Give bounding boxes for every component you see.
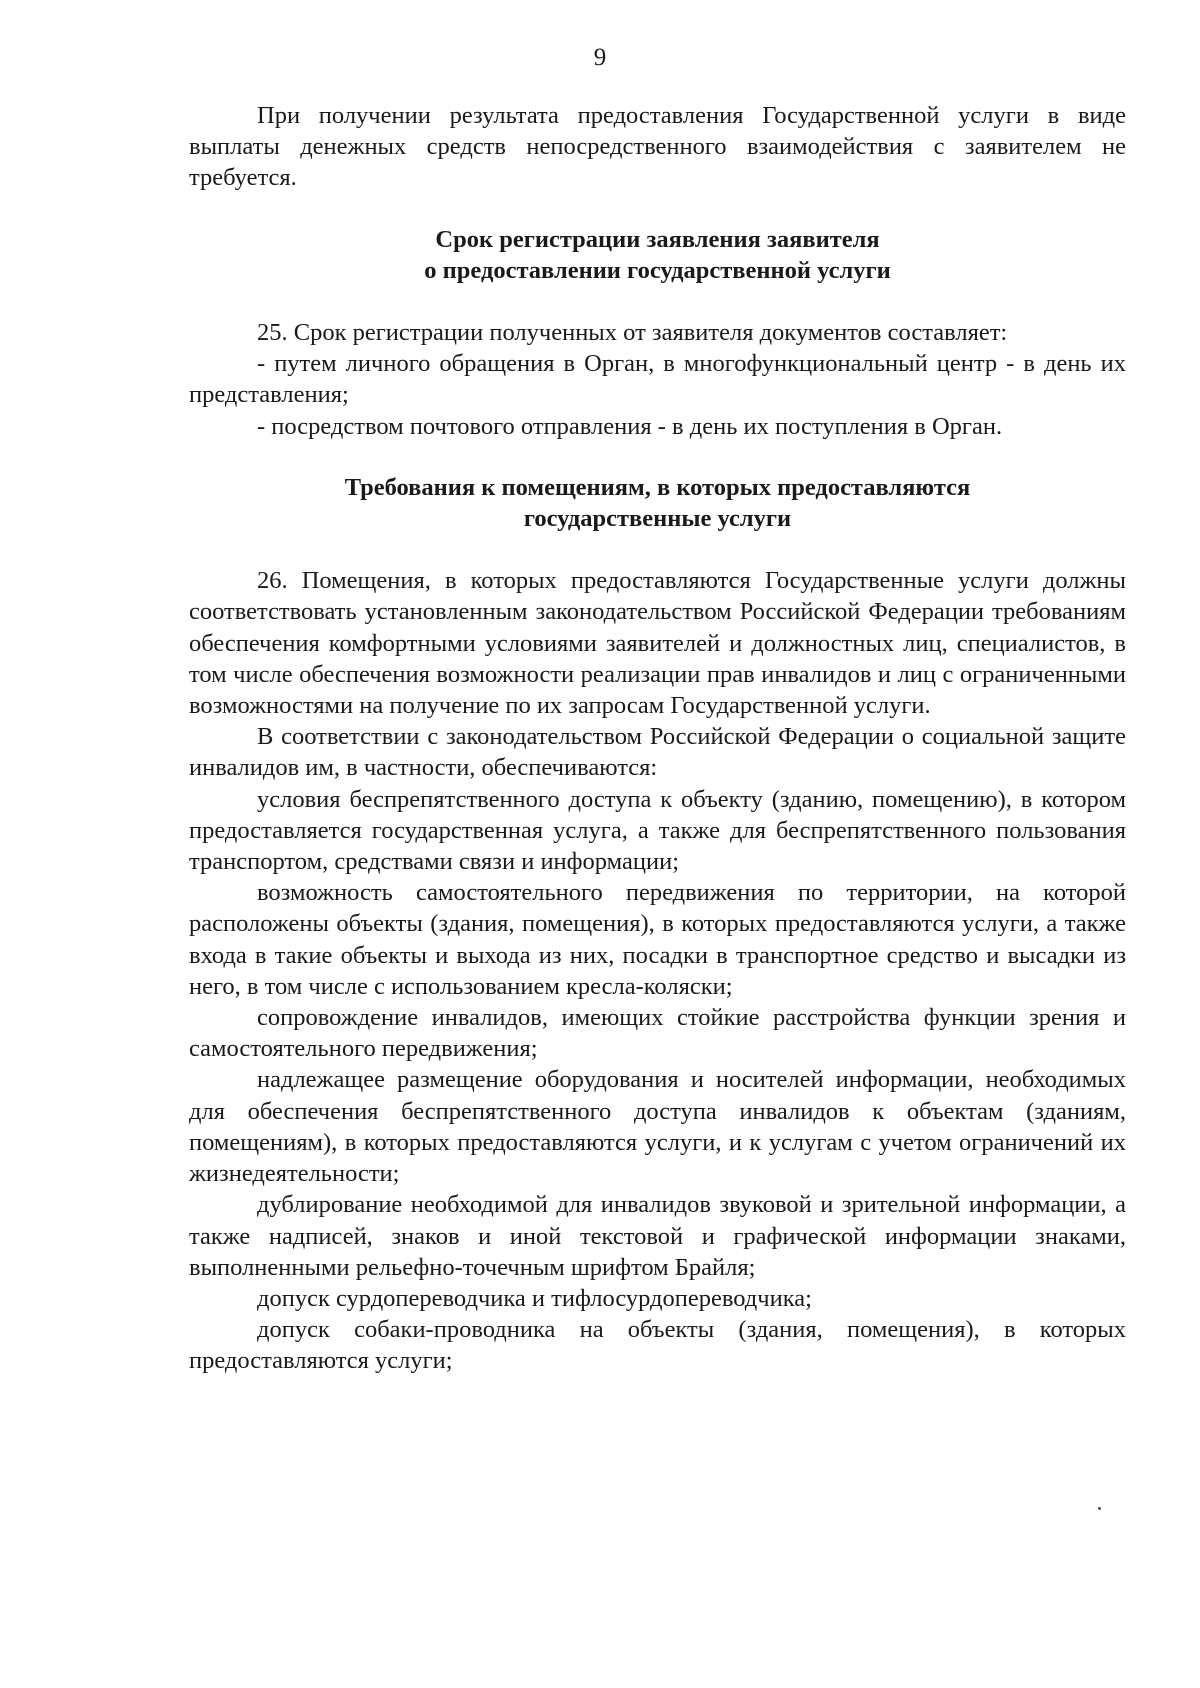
paragraph-25: 25. Срок регистрации полученных от заявителя документов составляет: bbox=[257, 319, 1008, 347]
paragraph-guide-dog-admission: допуск собаки-проводника на объекты (здания, помещения), в которых предоставляются услуги; bbox=[189, 1316, 1126, 1375]
page-number: 9 bbox=[593, 44, 607, 71]
heading-line: государственные услуги bbox=[523, 505, 792, 533]
heading-line: Требования к помещениям, в которых предоставляются bbox=[344, 473, 971, 501]
list-item-personal: - путем личного обращения в Орган, в многофункциональный центр - в день их представления; bbox=[189, 350, 1126, 409]
spacer bbox=[189, 534, 1126, 565]
list-item-postal: - посредством почтового отправления - в день их поступления в Орган. bbox=[257, 412, 1003, 440]
paragraph-26: 26. Помещения, в которых предоставляются Государственные услуги должны соответствовать установленным законодательством Российской Федерации требованиям обеспечения комфортными условиями заявителей и должностных лиц, специалистов, в том числе обеспечения возможности реализации прав инвалидов и лиц с ограниченными возможностями на получение по их запросам Государственной услуги. bbox=[189, 567, 1126, 720]
heading-line: о предоставлении государственной услуги bbox=[424, 256, 891, 284]
paragraph-independent-movement: возможность самостоятельного передвижения по территории, на которой расположены объекты (здания, помещения), в которых предоставляются услуги, а также входа в такие объекты и выхода из них, посадки в транспортное средство и высадки из него, в том числе с использованием кресла-коляски; bbox=[189, 879, 1126, 1000]
paragraph-information-duplication: дублирование необходимой для инвалидов звуковой и зрительной информации, а также надписей, знаков и иной текстовой и графической информации знаками, выполненными рельефно-точечным шрифтом Брайля; bbox=[189, 1191, 1126, 1281]
paragraph-escort: сопровождение инвалидов, имеющих стойкие расстройства функции зрения и самостоятельного передвижения; bbox=[189, 1004, 1126, 1063]
intro-paragraph: При получении результата предоставления Государственной услуги в виде выплаты денежных средств непосредственного взаимодействия с заявителем не требуется. bbox=[189, 102, 1126, 192]
section-heading-premises bbox=[189, 472, 1126, 534]
spacer bbox=[189, 286, 1126, 317]
spacer bbox=[189, 442, 1126, 472]
document-body bbox=[189, 100, 1126, 1377]
heading-line: Срок регистрации заявления заявителя bbox=[435, 225, 880, 253]
scan-speck bbox=[1098, 1507, 1101, 1510]
paragraph-access-conditions: условия беспрепятственного доступа к объекту (зданию, помещению), в котором предоставляется государственная услуга, а также для беспрепятственного пользования транспортом, средствами связи и информации; bbox=[189, 785, 1126, 876]
paragraph-law: В соответствии с законодательством Российской Федерации о социальной защите инвалидов им, в частности, обеспечиваются: bbox=[189, 723, 1126, 782]
spacer bbox=[189, 194, 1126, 224]
paragraph-equipment-placement: надлежащее размещение оборудования и носителей информации, необходимых для обеспечения беспрепятственного доступа инвалидов к объектам (зданиям, помещениям), в которых предоставляются услуги, и к услугам с учетом ограничений их жизнедеятельности; bbox=[189, 1066, 1126, 1188]
paragraph-interpreter-admission: допуск сурдопереводчика и тифлосурдопереводчика; bbox=[257, 1284, 812, 1312]
section-heading-registration bbox=[189, 224, 1126, 286]
